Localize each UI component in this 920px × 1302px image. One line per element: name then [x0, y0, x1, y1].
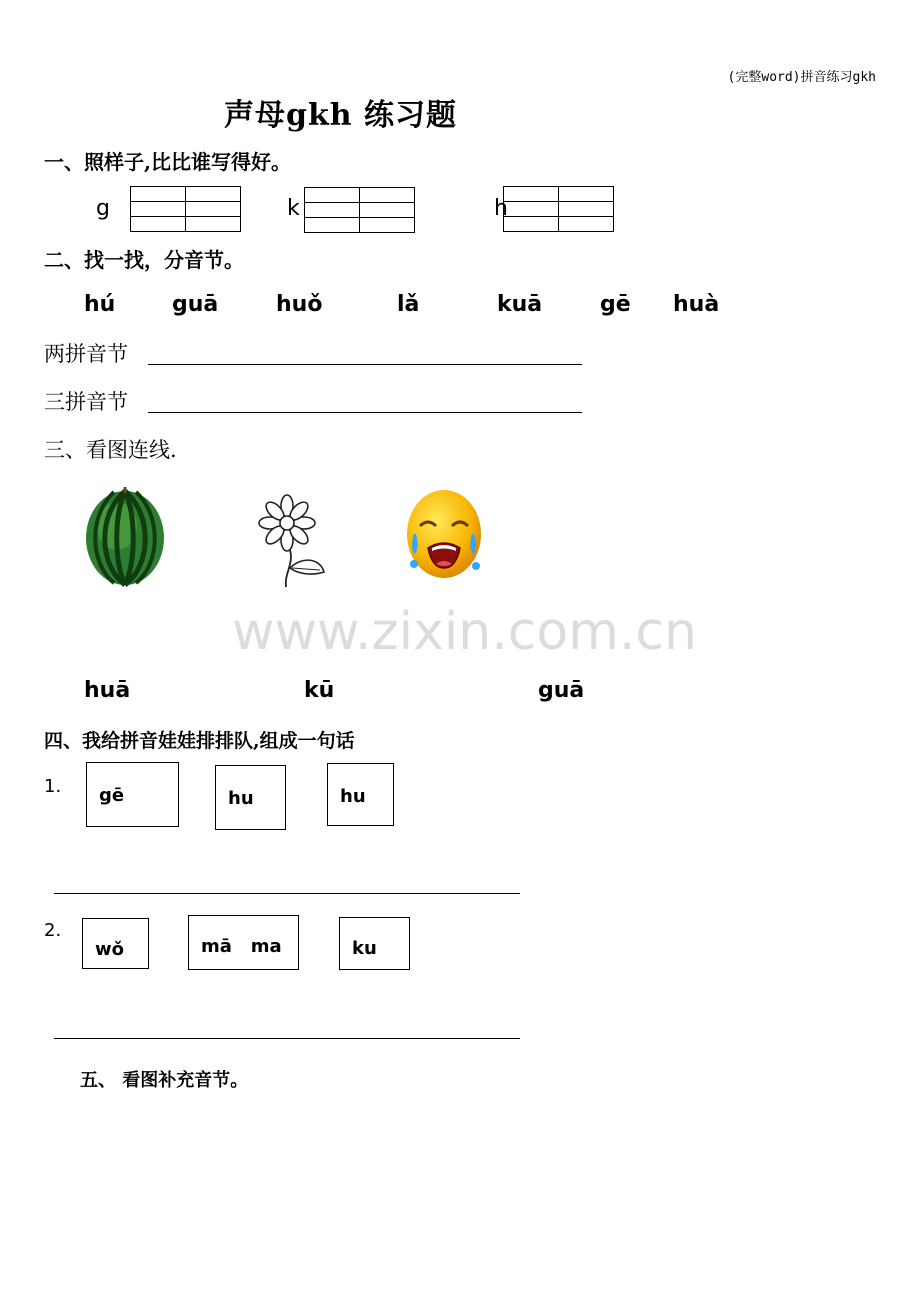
syllable-card-text: hu	[340, 786, 366, 807]
syllable-card-wo[interactable]	[82, 918, 149, 969]
syllable-kua: kuā	[497, 292, 543, 317]
two-part-syllable-label: 两拼音节	[44, 342, 128, 366]
three-part-syllable-label: 三拼音节	[44, 390, 128, 414]
answer-line-q1[interactable]	[54, 893, 520, 894]
writing-grid-h	[503, 186, 614, 232]
match-answer-gua: guā	[538, 678, 585, 703]
section1-heading: 一、照样子,比比谁写得好。	[44, 150, 291, 174]
syllable-card-text: gē	[99, 785, 125, 806]
writing-grid-g	[130, 186, 241, 232]
syllable-card-text: ku	[352, 938, 377, 959]
section5-heading: 五、 看图补充音节。	[80, 1070, 249, 1091]
syllable-card-text: mā ma	[201, 936, 282, 957]
syllable-hu: hú	[84, 292, 116, 317]
syllable-card-hu-2[interactable]	[327, 763, 394, 826]
flower-icon	[250, 494, 330, 588]
syllable-la: lǎ	[397, 292, 420, 317]
watermark: www.zixin.com.cn	[232, 602, 697, 662]
syllable-gua: guā	[172, 292, 219, 317]
syllable-card-text: hu	[228, 788, 254, 809]
header-note: (完整word)拼音练习gkh	[727, 70, 876, 85]
grid-letter-g: g	[96, 196, 110, 221]
grid-letter-h: h	[494, 196, 508, 221]
syllable-hua: huà	[673, 292, 720, 317]
syllable-card-text: wǒ	[95, 939, 124, 960]
syllable-card-hu-1[interactable]	[215, 765, 286, 830]
grid-letter-k: k	[287, 196, 300, 221]
match-answer-ku: kū	[304, 678, 335, 703]
match-answer-hua: huā	[84, 678, 131, 703]
watermelon-icon	[84, 486, 166, 588]
answer-line-q2[interactable]	[54, 1038, 520, 1039]
syllable-huo: huǒ	[276, 292, 323, 317]
section2-heading: 二、找一找，分音节。	[44, 248, 244, 272]
question-2-number: 2.	[44, 920, 62, 941]
question-1-number: 1.	[44, 776, 62, 797]
writing-grid-k	[304, 187, 415, 233]
answer-line-three-part[interactable]	[148, 412, 582, 413]
page-title: 声母gkh 练习题	[224, 98, 458, 133]
syllable-card-ku[interactable]	[339, 917, 410, 970]
answer-line-two-part[interactable]	[148, 364, 582, 365]
section3-heading: 三、看图连线.	[44, 438, 177, 462]
crying-face-icon	[402, 484, 486, 580]
syllable-card-ge[interactable]	[86, 762, 179, 827]
section4-heading: 四、我给拼音娃娃排排队,组成一句话	[44, 730, 355, 752]
syllable-ge: gē	[600, 292, 631, 317]
syllable-card-mama[interactable]	[188, 915, 299, 970]
